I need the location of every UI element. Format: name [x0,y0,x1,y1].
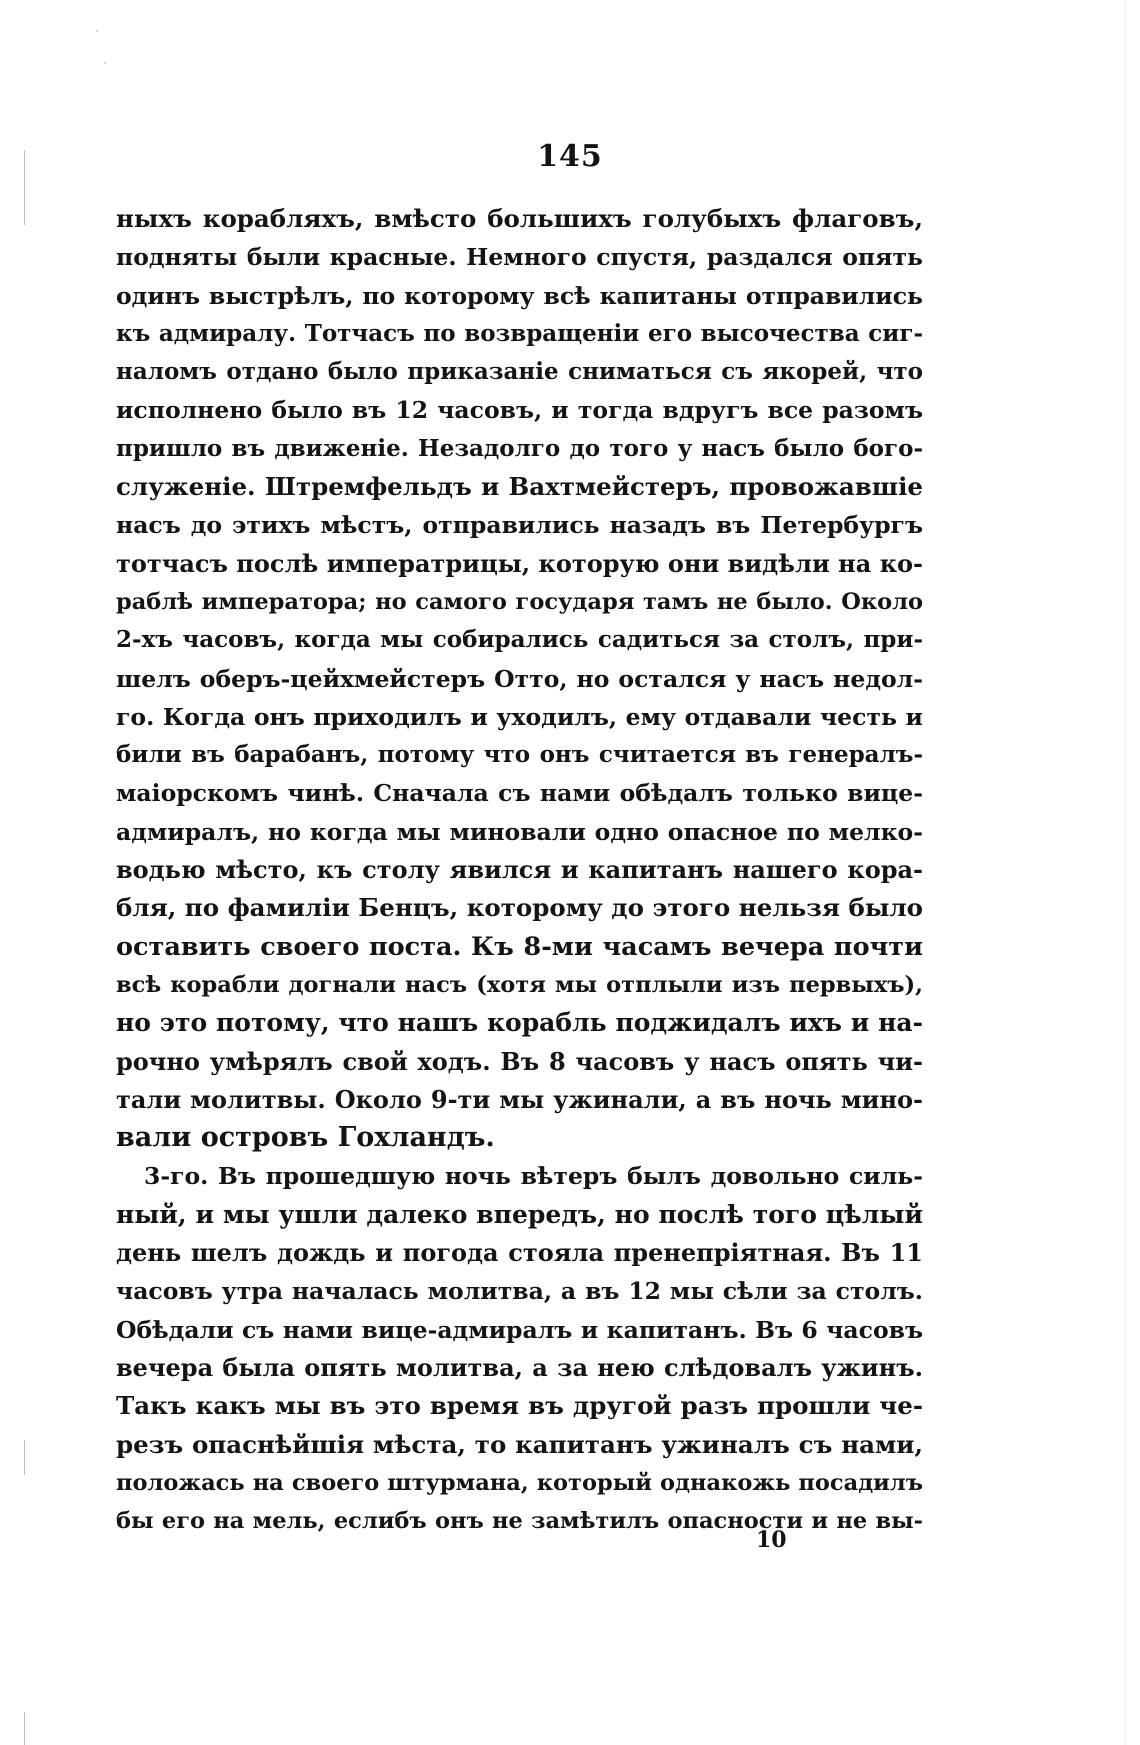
text-line: къ адмиралу. Тотчасъ по возвращеніи его высочества сиг- [116,319,923,347]
text-line: оставить своего поста. Къ 8-ми часамъ вечера почти [116,931,923,962]
text-line: исполнено было въ 12 часовъ, и тогда вдругъ все разомъ [116,396,923,425]
scan-margin-line-mid [24,1440,25,1475]
text-line: били въ барабанъ, потому что онъ считается въ генералъ- [116,741,923,769]
text-line: го. Когда онъ приходилъ и уходилъ, ему отдавали честь и [116,702,923,731]
text-line: часовъ утра началась молитва, а въ 12 мы сѣли за столъ. [116,1277,923,1306]
page-number: 145 [537,139,603,174]
text-line: служеніе. Штремфельдъ и Вахтмейстеръ, провожавшіе [116,472,923,502]
scan-dust-dot [104,62,106,64]
text-line: шелъ оберъ-цейхмейстеръ Отто, но остался у насъ недол- [116,664,923,693]
text-line: пришло въ движеніе. Незадолго до того у насъ было бого- [116,434,923,462]
text-line: тали молитвы. Около 9-ти мы ужинали, а въ ночь мино- [116,1084,923,1114]
text-line: бы его на мель, еслибъ онъ не замѣтилъ опасности и не вы- [116,1508,923,1535]
text-line: маіорскомъ чинѣ. Сначала съ нами обѣдалъ только вице- [116,779,923,808]
text-line: одинъ выстрѣлъ, по которому всѣ капитаны отправились [116,281,923,310]
text-line: раблѣ императора; но самого государя тамъ не было. Около [116,588,923,615]
text-line: ный, и мы ушли далеко впередъ, но послѣ того цѣлый [116,1199,923,1229]
text-line: насъ до этихъ мѣстъ, отправились назадъ въ Петербургъ [116,511,923,540]
text-line: положась на своего штурмана, который однакожь посадилъ [116,1469,923,1496]
text-line: ныхъ корабляхъ, вмѣсто большихъ голубыхъ флаговъ, [116,204,923,233]
text-line: но это потому, что нашъ корабль поджидалъ ихъ и на- [116,1008,923,1038]
text-line: вечера была опять молитва, а за нею слѣдовалъ ужинъ. [116,1352,923,1382]
text-line: рочно умѣрялъ свой ходъ. Въ 8 часовъ у насъ опять чи- [116,1046,923,1076]
text-line: резъ опаснѣйшія мѣста, то капитанъ ужиналъ съ нами, [116,1429,923,1459]
text-line: адмиралъ, но когда мы миновали одно опасное по мелко- [116,817,923,846]
text-line: день шелъ дождь и погода стояла пренепріятная. Въ 11 [116,1238,923,1268]
scan-dust-dot [96,30,98,32]
paragraph-2 [116,1157,923,1540]
text-line: Обѣдали съ нами вице-адмиралъ и капитанъ. Въ 6 часовъ [116,1315,923,1344]
text-line: подняты были красные. Немного спустя, раздался опять [116,243,923,272]
text-line: наломъ отдано было приказаніе сниматься съ якорей, что [116,358,923,386]
text-line: тотчасъ послѣ императрицы, которую они видѣли на ко- [116,548,923,578]
text-line: 2-хъ часовъ, когда мы собирались садиться за столъ, при- [116,626,923,654]
paragraph-1 [116,200,923,1157]
text-line: всѣ корабли догнали насъ (хотя мы отплыли изъ первыхъ), [116,971,923,998]
text-line: вали островъ Гохландъ. [116,1122,495,1154]
text-line: 3-го. Въ прошедшую ночь вѣтеръ былъ довольно силь- [144,1162,923,1191]
page-edge [1125,0,1126,1745]
text-line: Такъ какъ мы въ это время въ другой разъ прошли че- [116,1391,923,1421]
text-line: водью мѣсто, къ столу явился и капитанъ нашего кора- [116,855,923,885]
signature-mark: 10 [756,1527,787,1553]
scan-margin-line-lower [24,1712,25,1745]
body-text [116,200,923,1540]
text-line: бля, по фамиліи Бенцъ, которому до этого нельзя было [116,893,923,923]
